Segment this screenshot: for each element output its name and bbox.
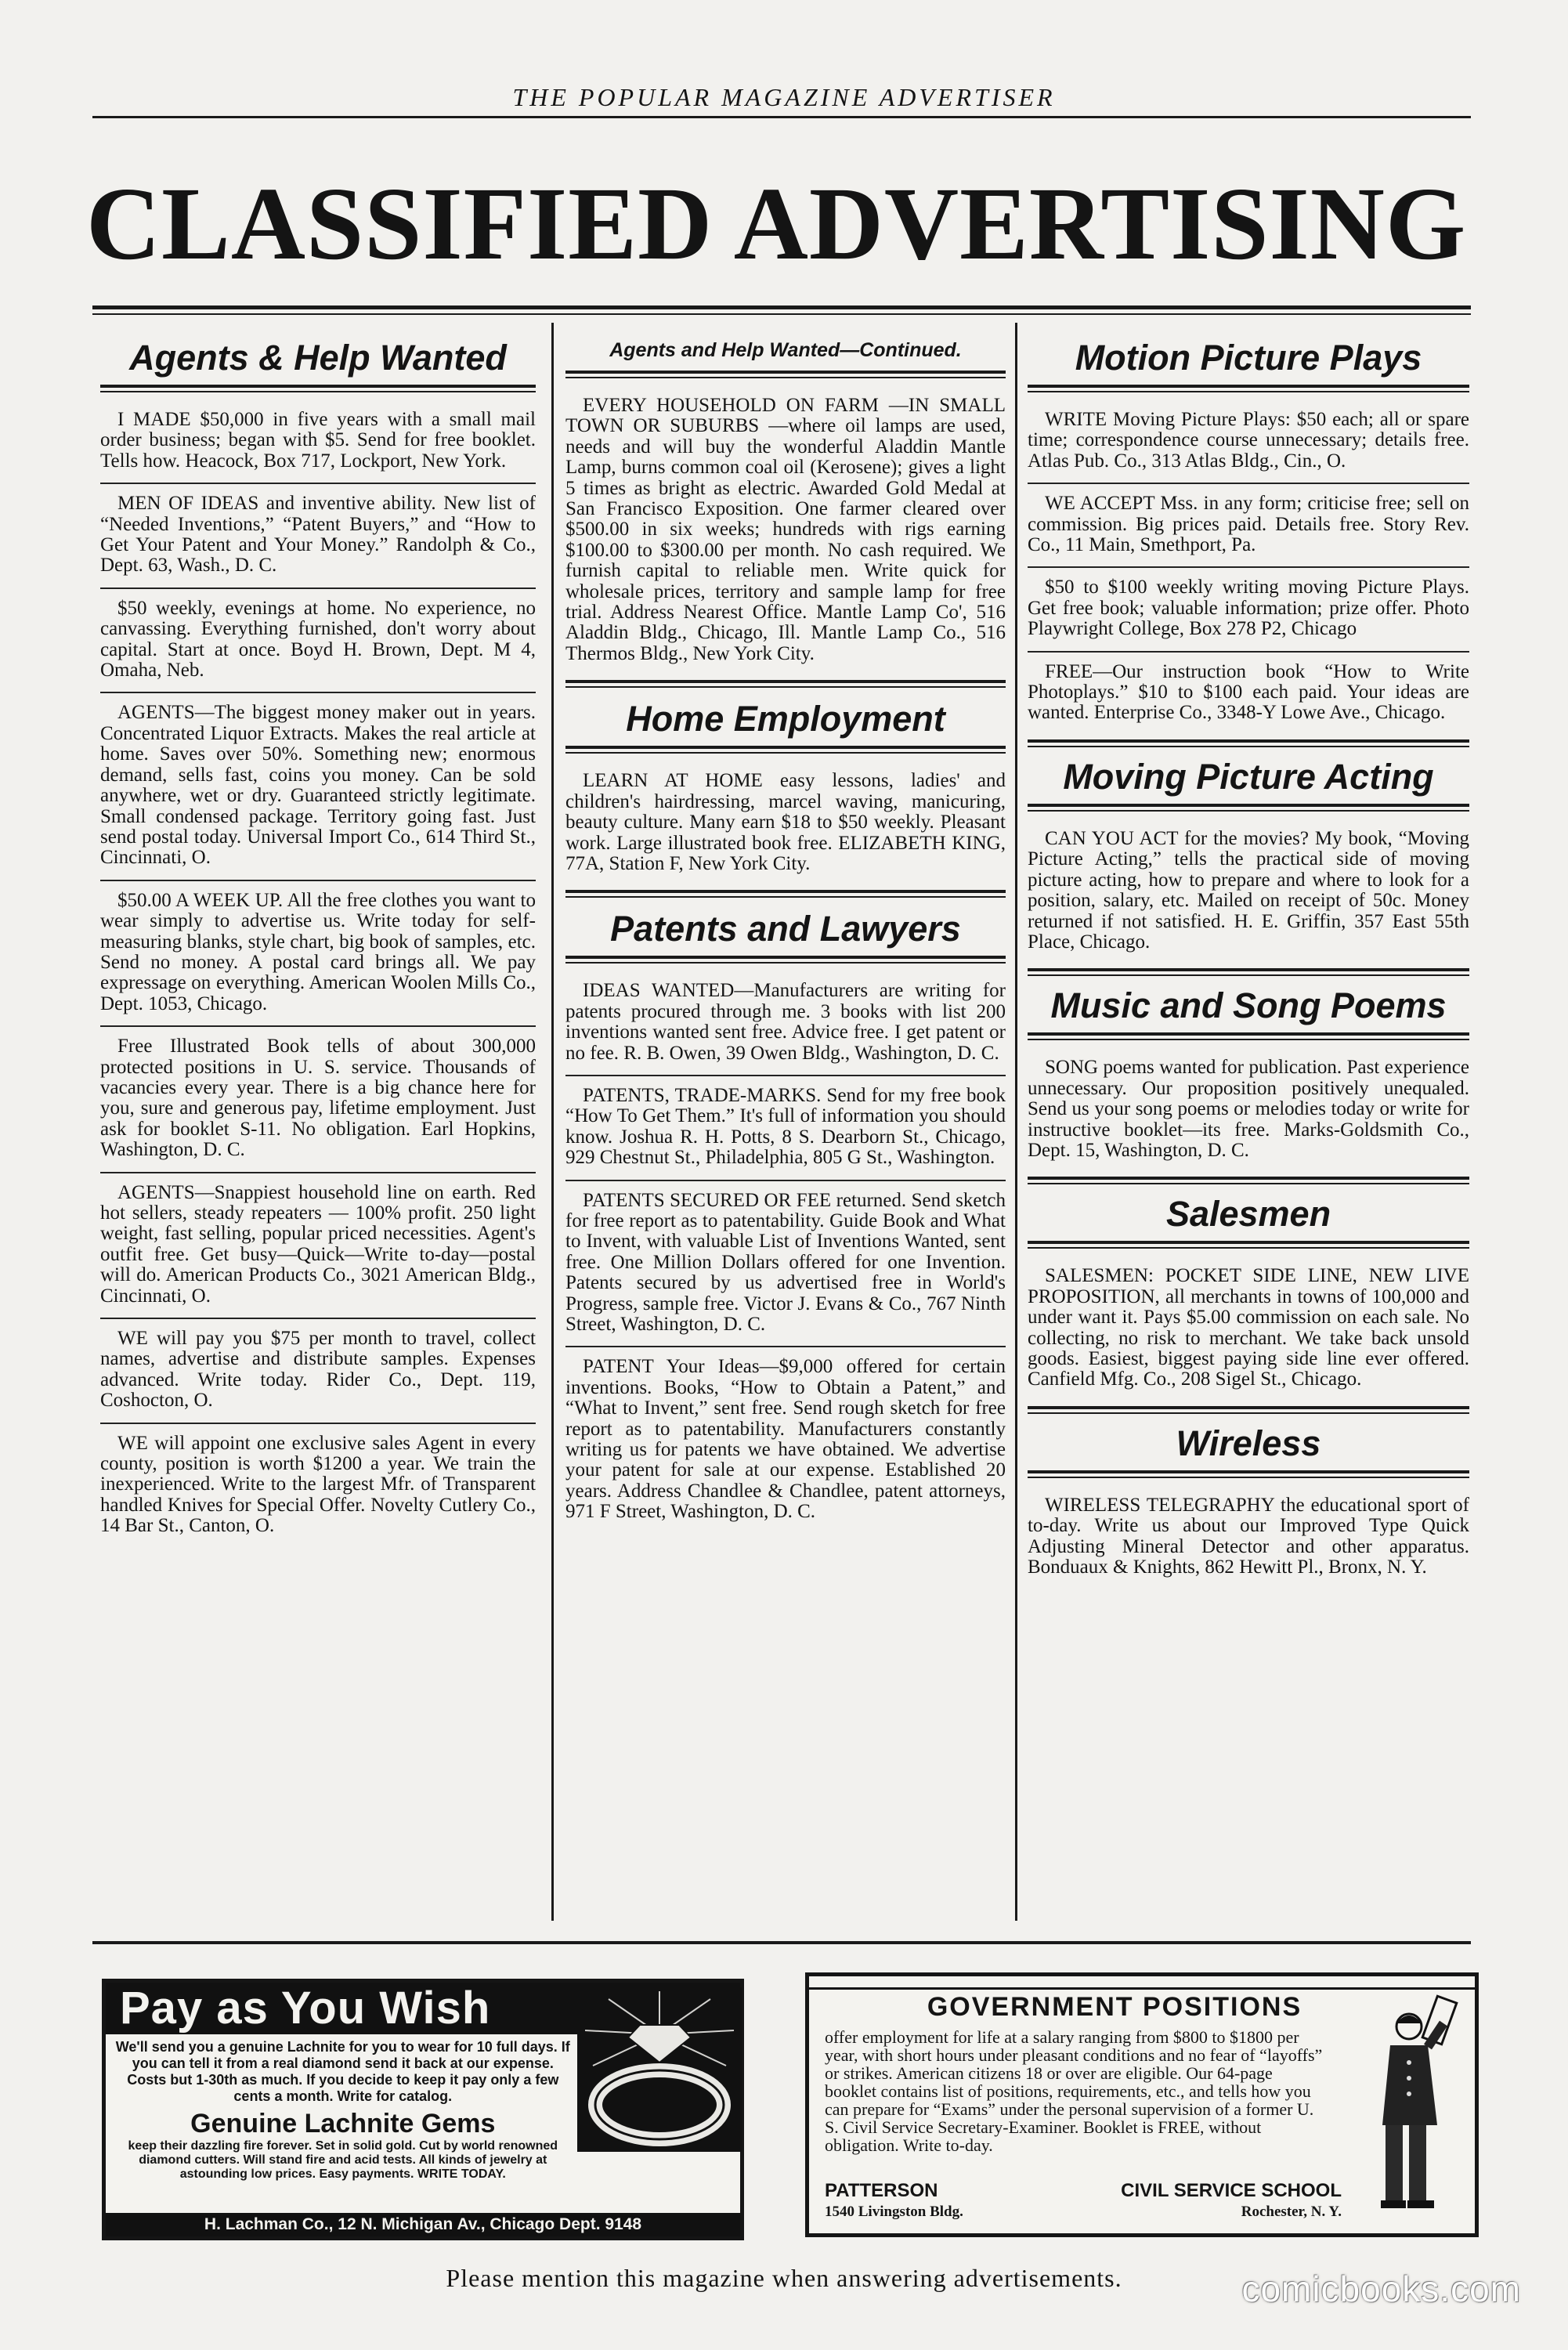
section-rule xyxy=(1028,804,1469,812)
top-rule xyxy=(92,116,1471,118)
classified-ad: $50 to $100 weekly writing moving Picture Plays. Get free book; valuable information; prize offer. Photo Playwright College, Box 278 P2, Chicago xyxy=(1028,568,1469,652)
government-positions-ad xyxy=(805,1972,1479,2237)
section-heading-wireless: Wireless xyxy=(1176,1423,1321,1463)
section-rule xyxy=(1028,1177,1469,1184)
section-heading-salesmen: Salesmen xyxy=(1165,1194,1331,1235)
section-heading-motion-picture-plays: Motion Picture Plays xyxy=(1075,338,1422,378)
section-heading-agents: Agents & Help Wanted xyxy=(129,338,507,378)
lachnite-gems-ad xyxy=(102,1979,744,2240)
lachnite-footer: H. Lachman Co., 12 N. Michigan Av., Chicago Dept. 9148 xyxy=(106,2213,740,2236)
section-heading-moving-picture-acting: Moving Picture Acting xyxy=(1063,756,1434,797)
section-rule xyxy=(565,956,1006,964)
section-rule xyxy=(565,371,1006,378)
section-rule xyxy=(100,385,536,392)
diamond-ring-illustration xyxy=(577,2034,740,2182)
page-footer: Please mention this magazine when answering advertisements. xyxy=(446,2264,1122,2292)
section-rule xyxy=(1028,1032,1469,1040)
school-name-left: PATTERSON xyxy=(825,2180,938,2201)
section-rule xyxy=(1028,1470,1469,1478)
lachnite-body-text: keep their dazzling fire forever. Set in solid gold. Cut by world renowned diamond cutters. Will stand fire and acid tests. All kinds of jewelry at astounding low prices. Easy payments. WRITE TODAY. xyxy=(128,2139,558,2181)
school-name-right: CIVIL SERVICE SCHOOL xyxy=(1121,2180,1342,2201)
section-heading-music-song-poems: Music and Song Poems xyxy=(1050,985,1447,1026)
classified-ad: FREE—Our instruction book “How to Write Photoplays.” $10 to $100 each paid. Your ideas are wanted. Enterprise Co., 3348-Y Lowe Ave., Chicago. xyxy=(1028,660,1469,724)
classified-ad: WE will appoint one exclusive sales Agent in every county, position is worth $1200 a year. We train the inexperienced. Write to the largest Mfr. of Transparent handled Knives for Special Offer. Novelty Cutlery Co., 14 Bar St., Canton, O. xyxy=(100,1432,536,1537)
classified-ad: WRITE Moving Picture Plays: $50 each; all or spare time; correspondence course unnecessary; details free. Atlas Pub. Co., 313 Atlas Bldg., Cin., O. xyxy=(1028,400,1469,484)
classified-ad: I MADE $50,000 in five years with a small mail order business; began with $5. Send for free booklet. Tells how. Heacock, Box 717, Lockport, New York. xyxy=(100,400,536,484)
classified-ad: SONG poems wanted for publication. Past experience unnecessary. Our proposition positively unequaled. Send us your song poems or melodies today or write for instructive booklet—its free. Marks-Goldsmith Co., Dept. 15, Washington, D. C. xyxy=(1028,1057,1469,1161)
column-divider-2 xyxy=(1015,323,1017,1921)
section-heading-home-employment: Home Employment xyxy=(626,699,945,739)
section-rule xyxy=(1028,1406,1469,1414)
section-rule xyxy=(565,746,1006,754)
gov-positions-body: offer employment for life at a salary ranging from $800 to $1800 per year, with short hours under pleasant conditions and no fear of “layoffs” or strikes. American citizens 18 or over are eligible. Our 64-page booklet contains list of positions, requirements, etc., and tells how you can prepare for “Exams” under the personal supervision of a former U. S. Civil Service Secretary-Examiner. Booklet is FREE, without obligation. Write to-day. xyxy=(825,2027,1323,2155)
gov-positions-title: GOVERNMENT POSITIONS xyxy=(927,1992,1302,2022)
page-title: CLASSIFIED ADVERTISING xyxy=(86,165,1467,281)
watermark: comicbooks.com xyxy=(1241,2269,1521,2309)
section-rule xyxy=(1028,968,1469,976)
school-address-right: Rochester, N. Y. xyxy=(1241,2204,1342,2220)
ring-icon xyxy=(577,1987,742,2152)
classified-ad: SALESMEN: POCKET SIDE LINE, NEW LIVE PROPOSITION, all merchants in towns of 100,000 and under want it. Pays $5.00 commission on each sale. No collecting, no risk to merchant. We take back unsold goods. Easiest, biggest paying side line ever offered. Canfield Mfg. Co., 208 Sigel St., Chicago. xyxy=(1028,1265,1469,1390)
section-heading-patents: Patents and Lawyers xyxy=(610,909,961,949)
section-rule xyxy=(1028,739,1469,747)
title-rule-thick xyxy=(92,306,1471,309)
classified-ad: WIRELESS TELEGRAPHY the educational sport of to-day. Write us about our Improved Type Quick Adjusting Mineral Detector and other apparatus. Bonduaux & Knights, 862 Hewitt Pl., Bronx, N. Y. xyxy=(1028,1494,1469,1578)
column-2 xyxy=(565,325,1006,1534)
agents-ad-list xyxy=(100,400,536,1548)
uniformed-man-illustration xyxy=(1368,1992,1462,2219)
classified-ad: AGENTS—Snappiest household line on earth. Red hot sellers, steady repeaters — 100% profit. 250 light weight, fast selling, popular priced necessities. Agent's outfit free. Get busy—Quick—Write to-day—postal will do. American Products Co., 3021 American Bldg., Cincinnati, O. xyxy=(100,1173,536,1319)
classified-ad: PATENTS, TRADE-MARKS. Send for my free book “How To Get Them.” It's full of information you should know. Joshua R. H. Potts, 8 S. Dearborn St., Chicago, 929 Chestnut St., Philadelphia, 805 G St., Washington. xyxy=(565,1076,1006,1181)
section-rule xyxy=(565,890,1006,898)
title-rule-thin xyxy=(92,313,1471,315)
classified-ad: IDEAS WANTED—Manufacturers are writing for patents procured through me. 3 books with list 200 inventions wanted sent free. Advice free. I get patent or no fee. R. B. Owen, 39 Owen Bldg., Washington, D. C. xyxy=(565,971,1006,1076)
section-rule xyxy=(1028,1241,1469,1249)
column-divider-1 xyxy=(551,323,554,1921)
classified-ad: $50 weekly, evenings at home. No experience, no canvassing. Everything furnished, don't worry about capital. Start at once. Boyd H. Brown, Dept. M 4, Omaha, Neb. xyxy=(100,589,536,694)
column-1 xyxy=(100,325,536,1548)
classified-ad: PATENT Your Ideas—$9,000 offered for certain inventions. Books, “How to Obtain a Patent,” and “What to Invent,” sent free. Send rough sketch for free report as to patentability. Manufacturers constantly writing us for patents we have obtained. We advertise your patent for sale at our expense. Established 20 years. Address Chandlee & Chandlee, patent attorneys, 971 F Street, Washington, D. C. xyxy=(565,1356,1006,1523)
classified-ad: EVERY HOUSEHOLD ON FARM —IN SMALL TOWN OR SUBURBS —where oil lamps are used, needs and will buy the wonderful Aladdin Mantle Lamp, burns common coal oil (Kerosene); gives a light 5 times as bright as electric. Awarded Gold Medal at San Francisco Exposition. One farmer cleared over $500.00 in six weeks; hundreds with rigs earning $100.00 to $300.00 per month. No cash required. We furnish capital to reliable men. Write quick for wholesale prices, territory and sample lamp for free trial. Address Nearest Office. Mantle Lamp Co', 516 Aladdin Bldg., Chicago, Ill. Mantle Lamp Co., 516 Thermos Bldg., New York City. xyxy=(565,395,1006,664)
classified-ad: $50.00 A WEEK UP. All the free clothes you want to wear simply to advertise us. Write today for self-measuring blanks, style chart, big book of samples, etc. Send no money. A postal card brings all. We pay expressage on everything. American Woolen Mills Co., Dept. 1053, Chicago. xyxy=(100,881,536,1027)
column-3 xyxy=(1028,325,1469,1589)
classified-ad: WE ACCEPT Mss. in any form; criticise free; sell on commission. Big prices paid. Details free. Story Rev. Co., 11 Main, Smethport, Pa. xyxy=(1028,484,1469,568)
classified-ad: MEN OF IDEAS and inventive ability. New list of “Needed Inventions,” “Patent Buyers,” and “How to Get Your Patent and Your Money.” Randolph & Co., Dept. 63, Wash., D. C. xyxy=(100,484,536,589)
section-heading-agents-continued: Agents and Help Wanted—Continued. xyxy=(609,339,962,361)
running-head: THE POPULAR MAGAZINE ADVERTISER xyxy=(512,83,1056,111)
classified-ad: WE will pay you $75 per month to travel, collect names, advertise and distribute samples. Expenses advanced. Write today. Rider Co., Dept. 119, Coshocton, O. xyxy=(100,1319,536,1424)
display-ads-rule xyxy=(92,1941,1471,1944)
school-address-left: 1540 Livingston Bldg. xyxy=(825,2204,963,2220)
classified-ad: CAN YOU ACT for the movies? My book, “Moving Picture Acting,” tells the practical side of moving picture acting, how to prepare and where to look for a position, salary, etc. Mailed on receipt of 50c. Money returned if not satisfied. H. E. Griffin, 357 East 55th Place, Chicago. xyxy=(1028,827,1469,953)
classified-ad: AGENTS—The biggest money maker out in years. Concentrated Liquor Extracts. Makes the real article at home. Saves over 50%. Something new; enormous demand, sells fast, coins you money. Can be sold anywhere, wet or dry. Guaranteed strictly legitimate. Small condensed package. Territory going fast. Just send postal today. Universal Import Co., 614 Third St., Cincinnati, O. xyxy=(100,693,536,880)
section-rule xyxy=(565,680,1006,688)
classified-ad: Free Illustrated Book tells of about 300,000 protected positions in U. S. service. Thousands of vacancies every year. There is a big chance here for you, sure and generous pay, lifetime employment. Just ask for booklet S-11. No obligation. Earl Hopkins, Washington, D. C. xyxy=(100,1027,536,1173)
lachnite-subhead: Genuine Lachnite Gems xyxy=(190,2109,496,2138)
classified-ad: LEARN AT HOME easy lessons, ladies' and children's hairdressing, marcel waving, manicuring, beauty culture. Many earn $18 to $50 weekly. Pleasant work. Large illustrated book free. ELIZABETH KING, 77A, Station F, New York City. xyxy=(565,770,1006,874)
lachnite-lead-text: We'll send you a genuine Lachnite for you to wear for 10 full days. If you can tell it from a real diamond send it back at our expense. Costs but 1-30th as much. If you decide to keep it pay only a few cents a month. Write for catalog. xyxy=(115,2039,570,2104)
pay-as-you-wish-banner: Pay as You Wish xyxy=(106,1983,740,2034)
classified-ad: PATENTS SECURED OR FEE returned. Send sketch for free report as to patentability. Guide Book and What to Invent, with valuable List of Inventions Wanted, sent free. One Million Dollars offered for one Invention. Patents secured by us advertised free in World's Progress, sample free. Victor J. Evans & Co., 767 Ninth Street, Washington, D. C. xyxy=(565,1181,1006,1348)
section-rule xyxy=(1028,385,1469,392)
